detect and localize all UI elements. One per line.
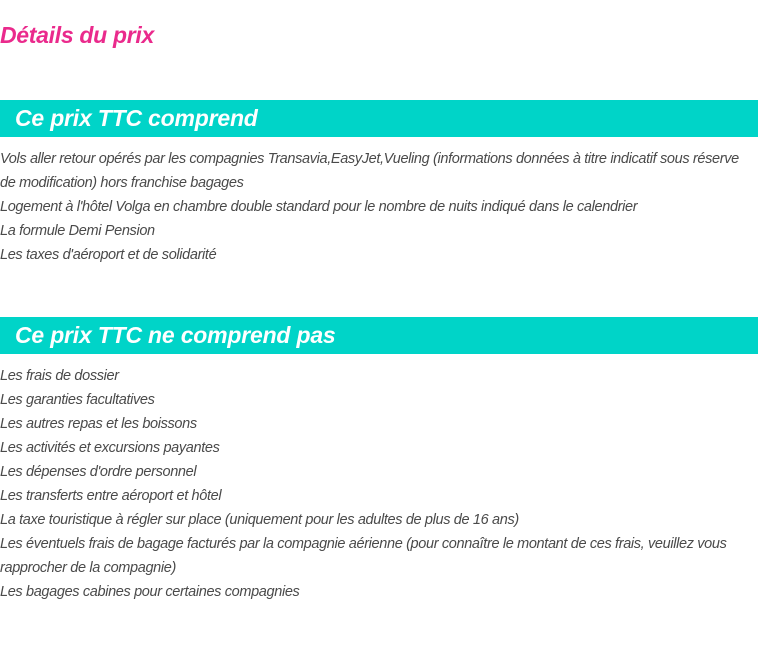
included-section-banner [0, 100, 758, 137]
excluded-item: Les autres repas et les boissons [0, 416, 197, 432]
included-item: Vols aller retour opérés par les compagnies Transavia,EasyJet,Vueling (informations données à titre indicatif sous réserve de modification) hors franchise bagages [0, 151, 739, 191]
included-item: Logement à l'hôtel Volga en chambre double standard pour le nombre de nuits indiqué dans le calendrier [0, 199, 638, 215]
excluded-item: Les activités et excursions payantes [0, 440, 220, 456]
excluded-list [0, 364, 752, 604]
included-item: Les taxes d'aéroport et de solidarité [0, 247, 217, 263]
included-item: La formule Demi Pension [0, 223, 155, 239]
included-list [0, 147, 752, 267]
excluded-item: Les dépenses d'ordre personnel [0, 464, 197, 480]
excluded-item: Les transferts entre aéroport et hôtel [0, 488, 222, 504]
excluded-heading: Ce prix TTC ne comprend pas [15, 322, 336, 348]
excluded-item: La taxe touristique à régler sur place (uniquement pour les adultes de plus de 16 ans) [0, 512, 519, 528]
excluded-item: Les bagages cabines pour certaines compagnies [0, 584, 300, 600]
excluded-section-banner [0, 317, 758, 354]
excluded-item: Les éventuels frais de bagage facturés par la compagnie aérienne (pour connaître le montant de ces frais, veuillez vous rapprocher de la compagnie) [0, 536, 727, 576]
excluded-item: Les garanties facultatives [0, 392, 155, 408]
page-title: Détails du prix [0, 22, 154, 48]
excluded-item: Les frais de dossier [0, 368, 119, 384]
included-heading: Ce prix TTC comprend [15, 105, 258, 131]
